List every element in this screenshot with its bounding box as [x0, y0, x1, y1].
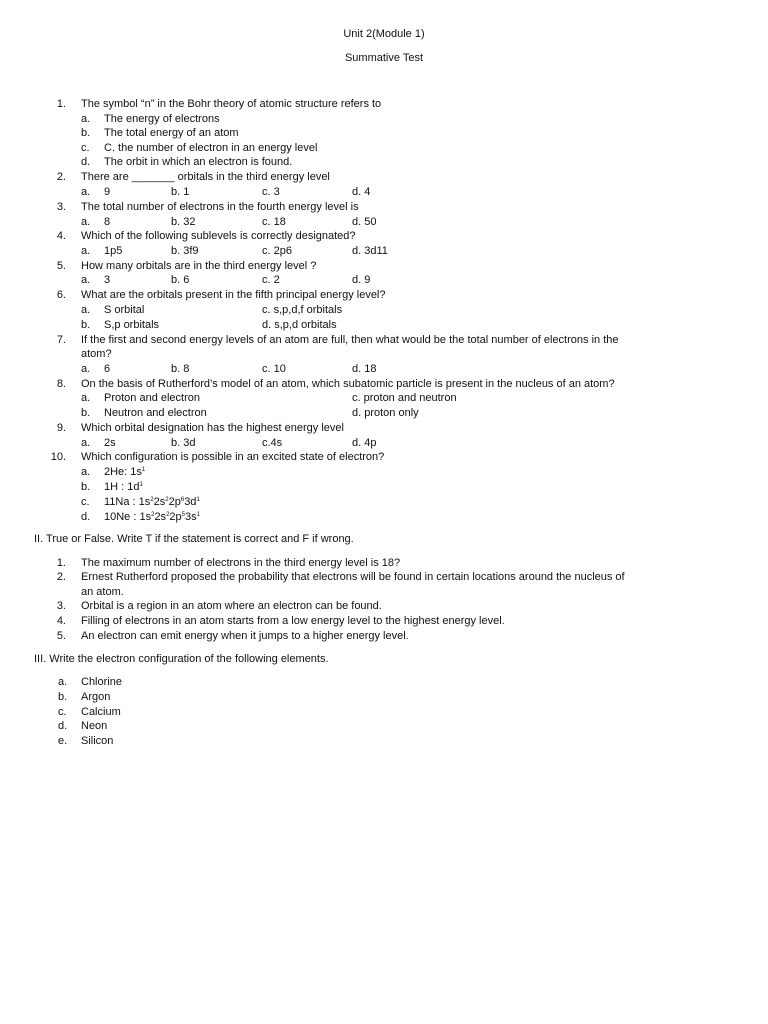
item-text: Ernest Rutherford proposed the probability that electrons will be found in certain locations around the nucleus of: [81, 571, 625, 583]
option-d: d. 4: [352, 186, 371, 198]
item-number: 2.: [56, 571, 66, 583]
option-d: d. 3d11: [352, 245, 388, 257]
option-c: c. 18: [262, 216, 286, 228]
item-number: 5.: [56, 630, 66, 642]
option-letter: a.: [81, 113, 91, 125]
option-a: The energy of electrons: [104, 113, 220, 125]
option-a: 8: [104, 216, 111, 228]
option-c: c.4s: [262, 437, 283, 449]
option-a: 1p5: [104, 245, 123, 257]
option-letter: b.: [81, 481, 91, 493]
option-b: b. 3d: [171, 437, 196, 449]
item-text-continued: an atom.: [81, 586, 124, 598]
option-letter: a.: [81, 466, 91, 478]
question-number: 4.: [56, 230, 66, 242]
option-letter: a.: [81, 437, 91, 449]
question-text: There are _______ orbitals in the third energy level: [81, 171, 330, 183]
question-text: The symbol “n” in the Bohr theory of atomic structure refers to: [81, 98, 382, 110]
item-text: Filling of electrons in an atom starts from a low energy level to the highest energy level.: [81, 615, 505, 627]
option-a: 9: [104, 186, 111, 198]
option-c: c. 2: [262, 274, 280, 286]
option-d: d. 9: [352, 274, 371, 286]
question-number: 7.: [56, 334, 66, 346]
question-number: 8.: [56, 378, 66, 390]
option-d: d. 50: [352, 216, 377, 228]
question-number: 10.: [50, 451, 66, 463]
question-number: 1.: [56, 98, 66, 110]
section-heading-electron-configuration: III. Write the electron configuration of the following elements.: [34, 653, 329, 665]
item-letter: c.: [58, 706, 67, 718]
item-number: 1.: [56, 557, 66, 569]
option-a: Proton and electron: [104, 392, 201, 404]
option-letter: a.: [81, 245, 91, 257]
question-text-continued: atom?: [81, 348, 112, 360]
option-letter: a.: [81, 186, 91, 198]
option-d: d. 18: [352, 363, 377, 375]
option-a: 6: [104, 363, 111, 375]
option-letter: a.: [81, 216, 91, 228]
option-b: The total energy of an atom: [104, 127, 239, 139]
item-text: The maximum number of electrons in the third energy level is 18?: [81, 557, 401, 569]
question-text: The total number of electrons in the fourth energy level is: [81, 201, 359, 213]
option-b: b. 3f9: [171, 245, 199, 257]
option-letter: b.: [81, 407, 91, 419]
option-b: b. 1: [171, 186, 190, 198]
element-name: Calcium: [81, 706, 121, 718]
option-c: c. 3: [262, 186, 280, 198]
question-text: What are the orbitals present in the fifth principal energy level?: [81, 289, 386, 301]
page-subtitle: Summative Test: [344, 52, 424, 64]
option-b: 1H : $1d^1$: [104, 481, 143, 493]
option-b: S,p orbitals: [104, 319, 160, 331]
option-a: 3: [104, 274, 111, 286]
element-name: Argon: [81, 691, 111, 703]
option-c: C. the number of electron in an energy level: [104, 142, 318, 154]
item-text: Orbital is a region in an atom where an electron can be found.: [81, 600, 382, 612]
option-d: The orbit in which an electron is found.: [104, 156, 293, 168]
question-text: Which of the following sublevels is correctly designated?: [81, 230, 356, 242]
question-number: 2.: [56, 171, 66, 183]
option-a: S orbital: [104, 304, 145, 316]
option-c: c. 2p6: [262, 245, 292, 257]
question-number: 6.: [56, 289, 66, 301]
element-name: Silicon: [81, 735, 114, 747]
option-c: c. 10: [262, 363, 286, 375]
item-letter: a.: [58, 676, 68, 688]
option-letter: b.: [81, 319, 91, 331]
item-text: An electron can emit energy when it jumps to a higher energy level.: [81, 630, 409, 642]
question-text: On the basis of Rutherford’s model of an atom, which subatomic particle is present in the nucleus of an atom?: [81, 378, 615, 390]
option-c: c. s,p,d,f orbitals: [262, 304, 343, 316]
option-d: d. 4p: [352, 437, 377, 449]
element-name: Neon: [81, 720, 108, 732]
element-name: Chlorine: [81, 676, 122, 688]
item-number: 3.: [56, 600, 66, 612]
option-letter: c.: [81, 496, 90, 508]
option-b: Neutron and electron: [104, 407, 207, 419]
question-text: Which orbital designation has the highest energy level: [81, 422, 344, 434]
item-number: 4.: [56, 615, 66, 627]
question-text: If the first and second energy levels of an atom are full, then what would be the total number of electrons in the: [81, 334, 619, 346]
option-letter: b.: [81, 127, 91, 139]
option-c: c. proton and neutron: [352, 392, 457, 404]
item-letter: e.: [58, 735, 68, 747]
page-title: Unit 2(Module 1): [343, 28, 425, 40]
question-text: How many orbitals are in the third energy level ?: [81, 260, 317, 272]
question-text: Which configuration is possible in an excited state of electron?: [81, 451, 385, 463]
option-d: 10Ne : $1s^22s^22p^53s^1$: [104, 511, 200, 523]
option-a: 2s: [104, 437, 116, 449]
option-b: b. 8: [171, 363, 190, 375]
option-letter: d.: [81, 511, 91, 523]
option-a: 2He: $1s^1$: [104, 466, 146, 478]
option-letter: a.: [81, 392, 91, 404]
question-number: 5.: [56, 260, 66, 272]
option-letter: a.: [81, 304, 91, 316]
option-letter: a.: [81, 363, 91, 375]
option-d: d. s,p,d orbitals: [262, 319, 337, 331]
option-letter: c.: [81, 142, 90, 154]
option-letter: a.: [81, 274, 91, 286]
section-heading-true-false: II. True or False. Write T if the statement is correct and F if wrong.: [34, 533, 354, 545]
option-d: d. proton only: [352, 407, 419, 419]
option-letter: d.: [81, 156, 91, 168]
item-letter: b.: [58, 691, 68, 703]
option-b: b. 6: [171, 274, 190, 286]
question-number: 3.: [56, 201, 66, 213]
option-b: b. 32: [171, 216, 196, 228]
item-letter: d.: [58, 720, 68, 732]
option-c: 11Na : $1s^22s^22p^63d^1$: [104, 496, 200, 508]
question-number: 9.: [56, 422, 66, 434]
